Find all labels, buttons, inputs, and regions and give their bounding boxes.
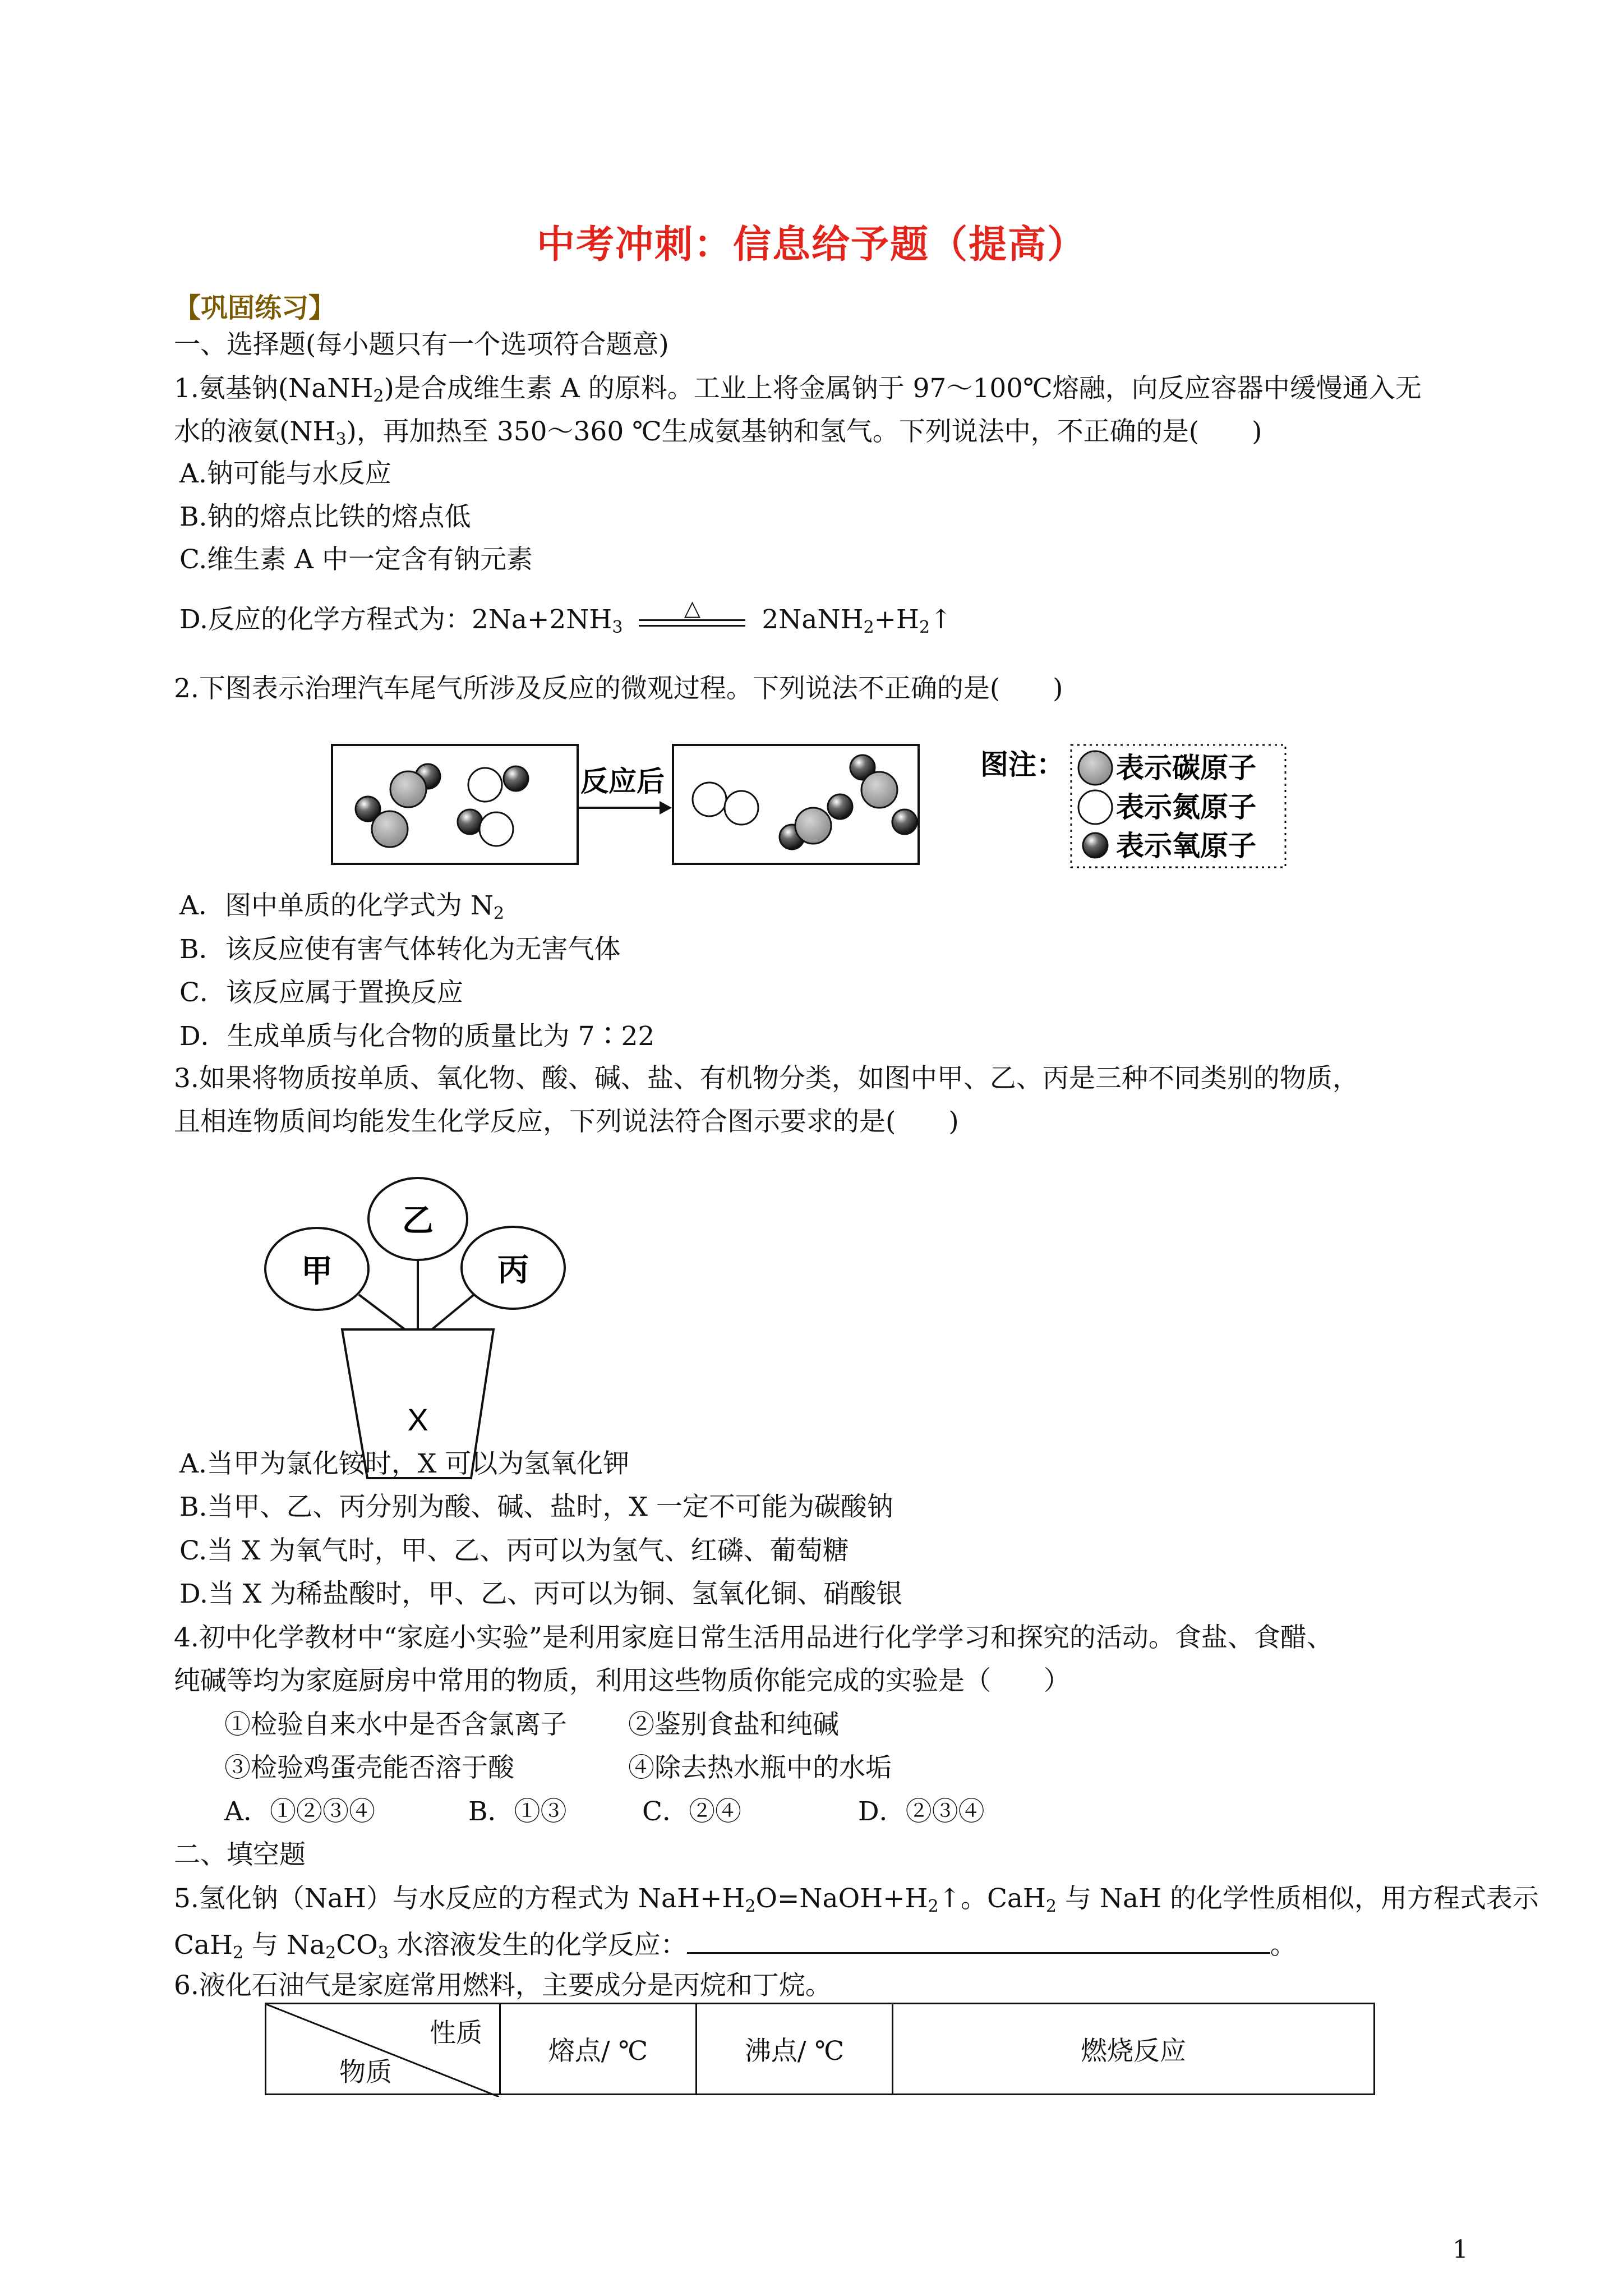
- flowerpot-diagram: [258, 1167, 606, 1487]
- oxygen-atom: [458, 809, 482, 834]
- q1-option-d: D.反应的化学方程式为：$2Na+2NH_3$ △ $2NaNH_2+H_2↑$: [179, 596, 952, 637]
- q2-option-c: C．该反应属于置换反应: [179, 977, 463, 1008]
- part1-heading: 一、选择题(每小题只有一个选项符合题意): [174, 329, 669, 360]
- q3-stem-line1: 3.如果将物质按单质、氧化物、酸、碱、盐、有机物分类，如图中甲、乙、丙是三种不同类别的物质，: [174, 1063, 1359, 1094]
- q1-stem-line1: 1.氨基钠(NaNH$_2$)是合成维生素 A 的原料。工业上将金属钠于 97～100℃熔融，向反应容器中缓慢通入无: [174, 373, 1422, 406]
- pot-label: X: [407, 1402, 428, 1437]
- q1-stem-line2: 水的液氨$(NH_3)$，再加热至 350～360 ℃生成氨基钠和氢气。下列说法中，不正确的是( ): [174, 416, 1262, 449]
- oxygen-atom-legend-icon: [1083, 833, 1108, 858]
- legend-title: 图注：: [980, 748, 1064, 781]
- q4-stem-line2: 纯碱等均为家庭厨房中常用的物质，利用这些物质你能完成的实验是（ ）: [174, 1665, 1070, 1696]
- legend-oxygen: 表示氧原子: [1116, 830, 1256, 862]
- q1-option-b: B.钠的熔点比铁的熔点低: [179, 501, 471, 532]
- q4-option-c: C．②④: [642, 1796, 741, 1827]
- after-molecules: [693, 755, 917, 849]
- arrow-head-icon: [660, 801, 672, 815]
- table-corner-cell: [266, 2004, 500, 2095]
- carbon-atom: [861, 772, 897, 808]
- carbon-atom: [390, 771, 426, 807]
- oxygen-atom: [892, 809, 917, 834]
- oxygen-atom: [504, 766, 528, 791]
- table-header-melting: 熔点/ ℃: [500, 2004, 697, 2095]
- q2-option-d: D．生成单质与化合物的质量比为 7∶22: [179, 1021, 655, 1052]
- q3-option-a: A.当甲为氯化铵时，X 可以为氢氧化钾: [179, 1448, 630, 1479]
- carbon-atom: [372, 811, 408, 847]
- answer-blank[interactable]: [687, 1925, 1270, 1954]
- q4-item-1: ①检验自来水中是否含氯离子: [224, 1709, 567, 1740]
- q4-stem-line1: 4.初中化学教材中“家庭小实验”是利用家庭日常生活用品进行化学学习和探究的活动。食盐、食醋、: [174, 1622, 1333, 1653]
- page-number: 1: [1453, 2235, 1468, 2264]
- q4-option-a: A．①②③④: [224, 1796, 375, 1827]
- table-header-combustion: 燃烧反应: [893, 2004, 1375, 2095]
- nitrogen-atom: [693, 783, 726, 816]
- nitrogen-atom: [479, 812, 513, 846]
- arrow-label: 反应后: [580, 765, 665, 798]
- flower-right-label: 丙: [497, 1252, 529, 1289]
- nitrogen-atom-legend-icon: [1078, 790, 1112, 824]
- carbon-atom-legend-icon: [1078, 751, 1112, 785]
- properties-table: [265, 2003, 1375, 2095]
- page-title: 中考冲刺：信息给予题（提高）: [536, 223, 1086, 267]
- q5-line1: 5.氢化钠（NaH）与水反应的方程式为 $NaH+H_2O=NaOH+H_2↑$。CaH$_2$ 与 NaH 的化学性质相似，用方程式表示: [174, 1883, 1539, 1916]
- q4-item-3: ③检验鸡蛋壳能否溶于酸: [224, 1752, 514, 1783]
- flower-middle-label: 乙: [402, 1203, 434, 1239]
- q4-item-2: ②鉴别食盐和纯碱: [628, 1709, 839, 1740]
- nitrogen-atom: [468, 768, 502, 802]
- q4-option-d: D．②③④: [858, 1796, 985, 1827]
- stem-right: [432, 1295, 474, 1329]
- legend-carbon: 表示碳原子: [1116, 752, 1256, 784]
- oxygen-atom: [828, 794, 852, 819]
- q5-line2: CaH$_2$ 与 $Na_2CO_3$ 水溶液发生的化学反应： 。: [174, 1925, 1297, 1962]
- carbon-atom: [795, 808, 831, 844]
- part2-heading: 二、填空题: [174, 1839, 306, 1870]
- legend-nitrogen: 表示氮原子: [1116, 791, 1256, 823]
- flower-left-label: 甲: [301, 1253, 333, 1290]
- q3-stem-line2: 且相连物质间均能发生化学反应，下列说法符合图示要求的是( ): [174, 1106, 959, 1137]
- q6-stem: 6.液化石油气是家庭常用燃料，主要成分是丙烷和丁烷。: [174, 1970, 832, 2001]
- q3-option-d: D.当 X 为稀盐酸时，甲、乙、丙可以为铜、氢氧化铜、硝酸银: [179, 1579, 903, 1609]
- q3-option-b: B.当甲、乙、丙分别为酸、碱、盐时，X 一定不可能为碳酸钠: [179, 1492, 893, 1522]
- q2-option-b: B．该反应使有害气体转化为无害气体: [179, 934, 621, 965]
- corner-bottom-label: 物质: [339, 2057, 392, 2088]
- q2-stem: 2.下图表示治理汽车尾气所涉及反应的微观过程。下列说法不正确的是( ): [174, 673, 1063, 704]
- q4-option-b: B．①③: [468, 1796, 567, 1827]
- q1-option-a: A.钠可能与水反应: [179, 458, 391, 489]
- q3-option-c: C.当 X 为氧气时，甲、乙、丙可以为氢气、红磷、葡萄糖: [179, 1535, 849, 1566]
- section-heading: 【巩固练习】: [174, 292, 336, 324]
- q4-item-4: ④除去热水瓶中的水垢: [628, 1752, 892, 1783]
- nitrogen-atom: [725, 791, 758, 825]
- q1-option-c: C.维生素 A 中一定含有钠元素: [179, 544, 533, 575]
- stem-left: [359, 1295, 405, 1329]
- reaction-heat-sign: △: [639, 610, 745, 633]
- before-molecules: [356, 764, 528, 847]
- exhaust-reaction-diagram: [325, 729, 1290, 886]
- table-header-boiling: 沸点/ ℃: [697, 2004, 893, 2095]
- q2-option-a: A．图中单质的化学式为 $N_2$: [179, 890, 505, 923]
- corner-top-label: 性质: [430, 2018, 482, 2049]
